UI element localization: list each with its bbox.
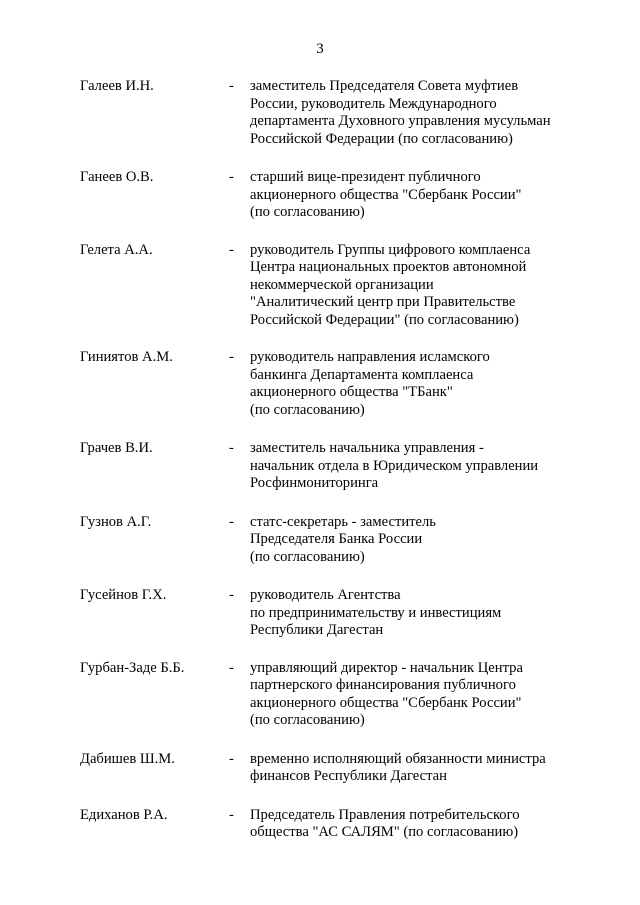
member-role <box>250 587 580 640</box>
separator-dash: - <box>229 241 234 258</box>
separator-dash: - <box>229 169 234 185</box>
member-role-line: общества "АС САЛЯМ" (по согласованию) <box>250 824 519 840</box>
member-role-line: заместитель начальника управления - <box>250 440 484 456</box>
member-role-line: партнерского финансирования публичного <box>250 677 516 693</box>
member-role-line: статс-секретарь - заместитель <box>250 513 436 530</box>
separator-dash: - <box>229 659 234 676</box>
member-role-line: акционерного общества "ТБанк" <box>250 384 453 400</box>
member-role-line: начальник отдела в Юридическом управлении <box>250 457 539 474</box>
member-name: Едиханов Р.А. <box>80 806 168 823</box>
member-entry <box>0 349 640 419</box>
member-role-line: России, руководитель Международного <box>250 95 497 112</box>
member-name: Галеев И.Н. <box>80 78 154 94</box>
member-role-line: Российской Федерации" (по согласованию) <box>250 311 519 328</box>
member-role-line: Председателя Банка России <box>250 531 423 547</box>
member-name: Гурбан-Заде Б.Б. <box>80 659 185 676</box>
member-entry <box>0 78 640 148</box>
member-role-line: руководитель Группы цифрового комплаенса <box>250 241 531 258</box>
member-role-line: управляющий директор - начальник Центра <box>250 659 523 676</box>
member-role-line: заместитель Председателя Совета муфтиев <box>250 78 519 94</box>
member-role-line: финансов Республики Дагестан <box>250 768 447 784</box>
member-role-line: "Аналитический центр при Правительстве <box>250 294 516 310</box>
member-name: Гузнов А.Г. <box>80 513 152 530</box>
member-role <box>250 751 580 786</box>
member-name: Гусейнов Г.Х. <box>80 587 167 603</box>
member-role-line: (по согласованию) <box>250 401 365 418</box>
page-number: 3 <box>316 41 324 57</box>
member-entry <box>0 169 640 222</box>
member-role-line: департамента Духовного управления мусульман <box>250 113 551 129</box>
member-role <box>250 349 580 419</box>
member-role <box>250 514 580 567</box>
separator-dash: - <box>229 513 234 530</box>
member-role-line: Росфинмониторинга <box>250 475 379 491</box>
member-role-line: (по согласованию) <box>250 548 365 565</box>
member-role <box>250 78 580 148</box>
member-role-line: временно исполняющий обязанности министра <box>250 750 546 767</box>
separator-dash: - <box>229 587 234 603</box>
member-entry <box>0 660 640 730</box>
member-role-line: руководитель Агентства <box>250 587 401 603</box>
separator-dash: - <box>229 440 234 456</box>
member-list <box>0 78 640 862</box>
separator-dash: - <box>229 349 234 365</box>
member-role-line: (по согласованию) <box>250 712 365 728</box>
member-role <box>250 242 580 330</box>
member-role-line: акционерного общества "Сбербанк России" <box>250 186 522 203</box>
member-entry <box>0 440 640 493</box>
member-role-line: банкинга Департамента комплаенса <box>250 366 474 383</box>
separator-dash: - <box>229 806 234 823</box>
member-entry <box>0 514 640 567</box>
member-name: Гелета А.А. <box>80 241 153 258</box>
member-entry <box>0 807 640 842</box>
member-role-line: акционерного общества "Сбербанк России" <box>250 694 522 711</box>
member-role <box>250 660 580 730</box>
member-role-line: (по согласованию) <box>250 204 365 220</box>
member-entry <box>0 587 640 640</box>
member-role-line: Председатель Правления потребительского <box>250 806 520 823</box>
member-name: Ганеев О.В. <box>80 169 154 185</box>
member-name: Грачев В.И. <box>80 440 153 456</box>
separator-dash: - <box>229 78 234 94</box>
member-role <box>250 440 580 493</box>
separator-dash: - <box>229 750 234 767</box>
member-role-line: Центра национальных проектов автономной <box>250 259 527 275</box>
member-role-line: Российской Федерации (по согласованию) <box>250 130 513 147</box>
member-entry <box>0 242 640 330</box>
member-role-line: по предпринимательству и инвестициям <box>250 604 502 621</box>
member-role <box>250 169 580 222</box>
member-role-line: некоммерческой организации <box>250 276 434 293</box>
member-role-line: руководитель направления исламского <box>250 349 490 365</box>
member-name: Дабишев Ш.М. <box>80 750 175 767</box>
member-role-line: старший вице-президент публичного <box>250 169 481 185</box>
member-role <box>250 807 580 842</box>
member-entry <box>0 751 640 786</box>
member-name: Гиниятов А.М. <box>80 349 173 365</box>
member-role-line: Республики Дагестан <box>250 622 384 638</box>
